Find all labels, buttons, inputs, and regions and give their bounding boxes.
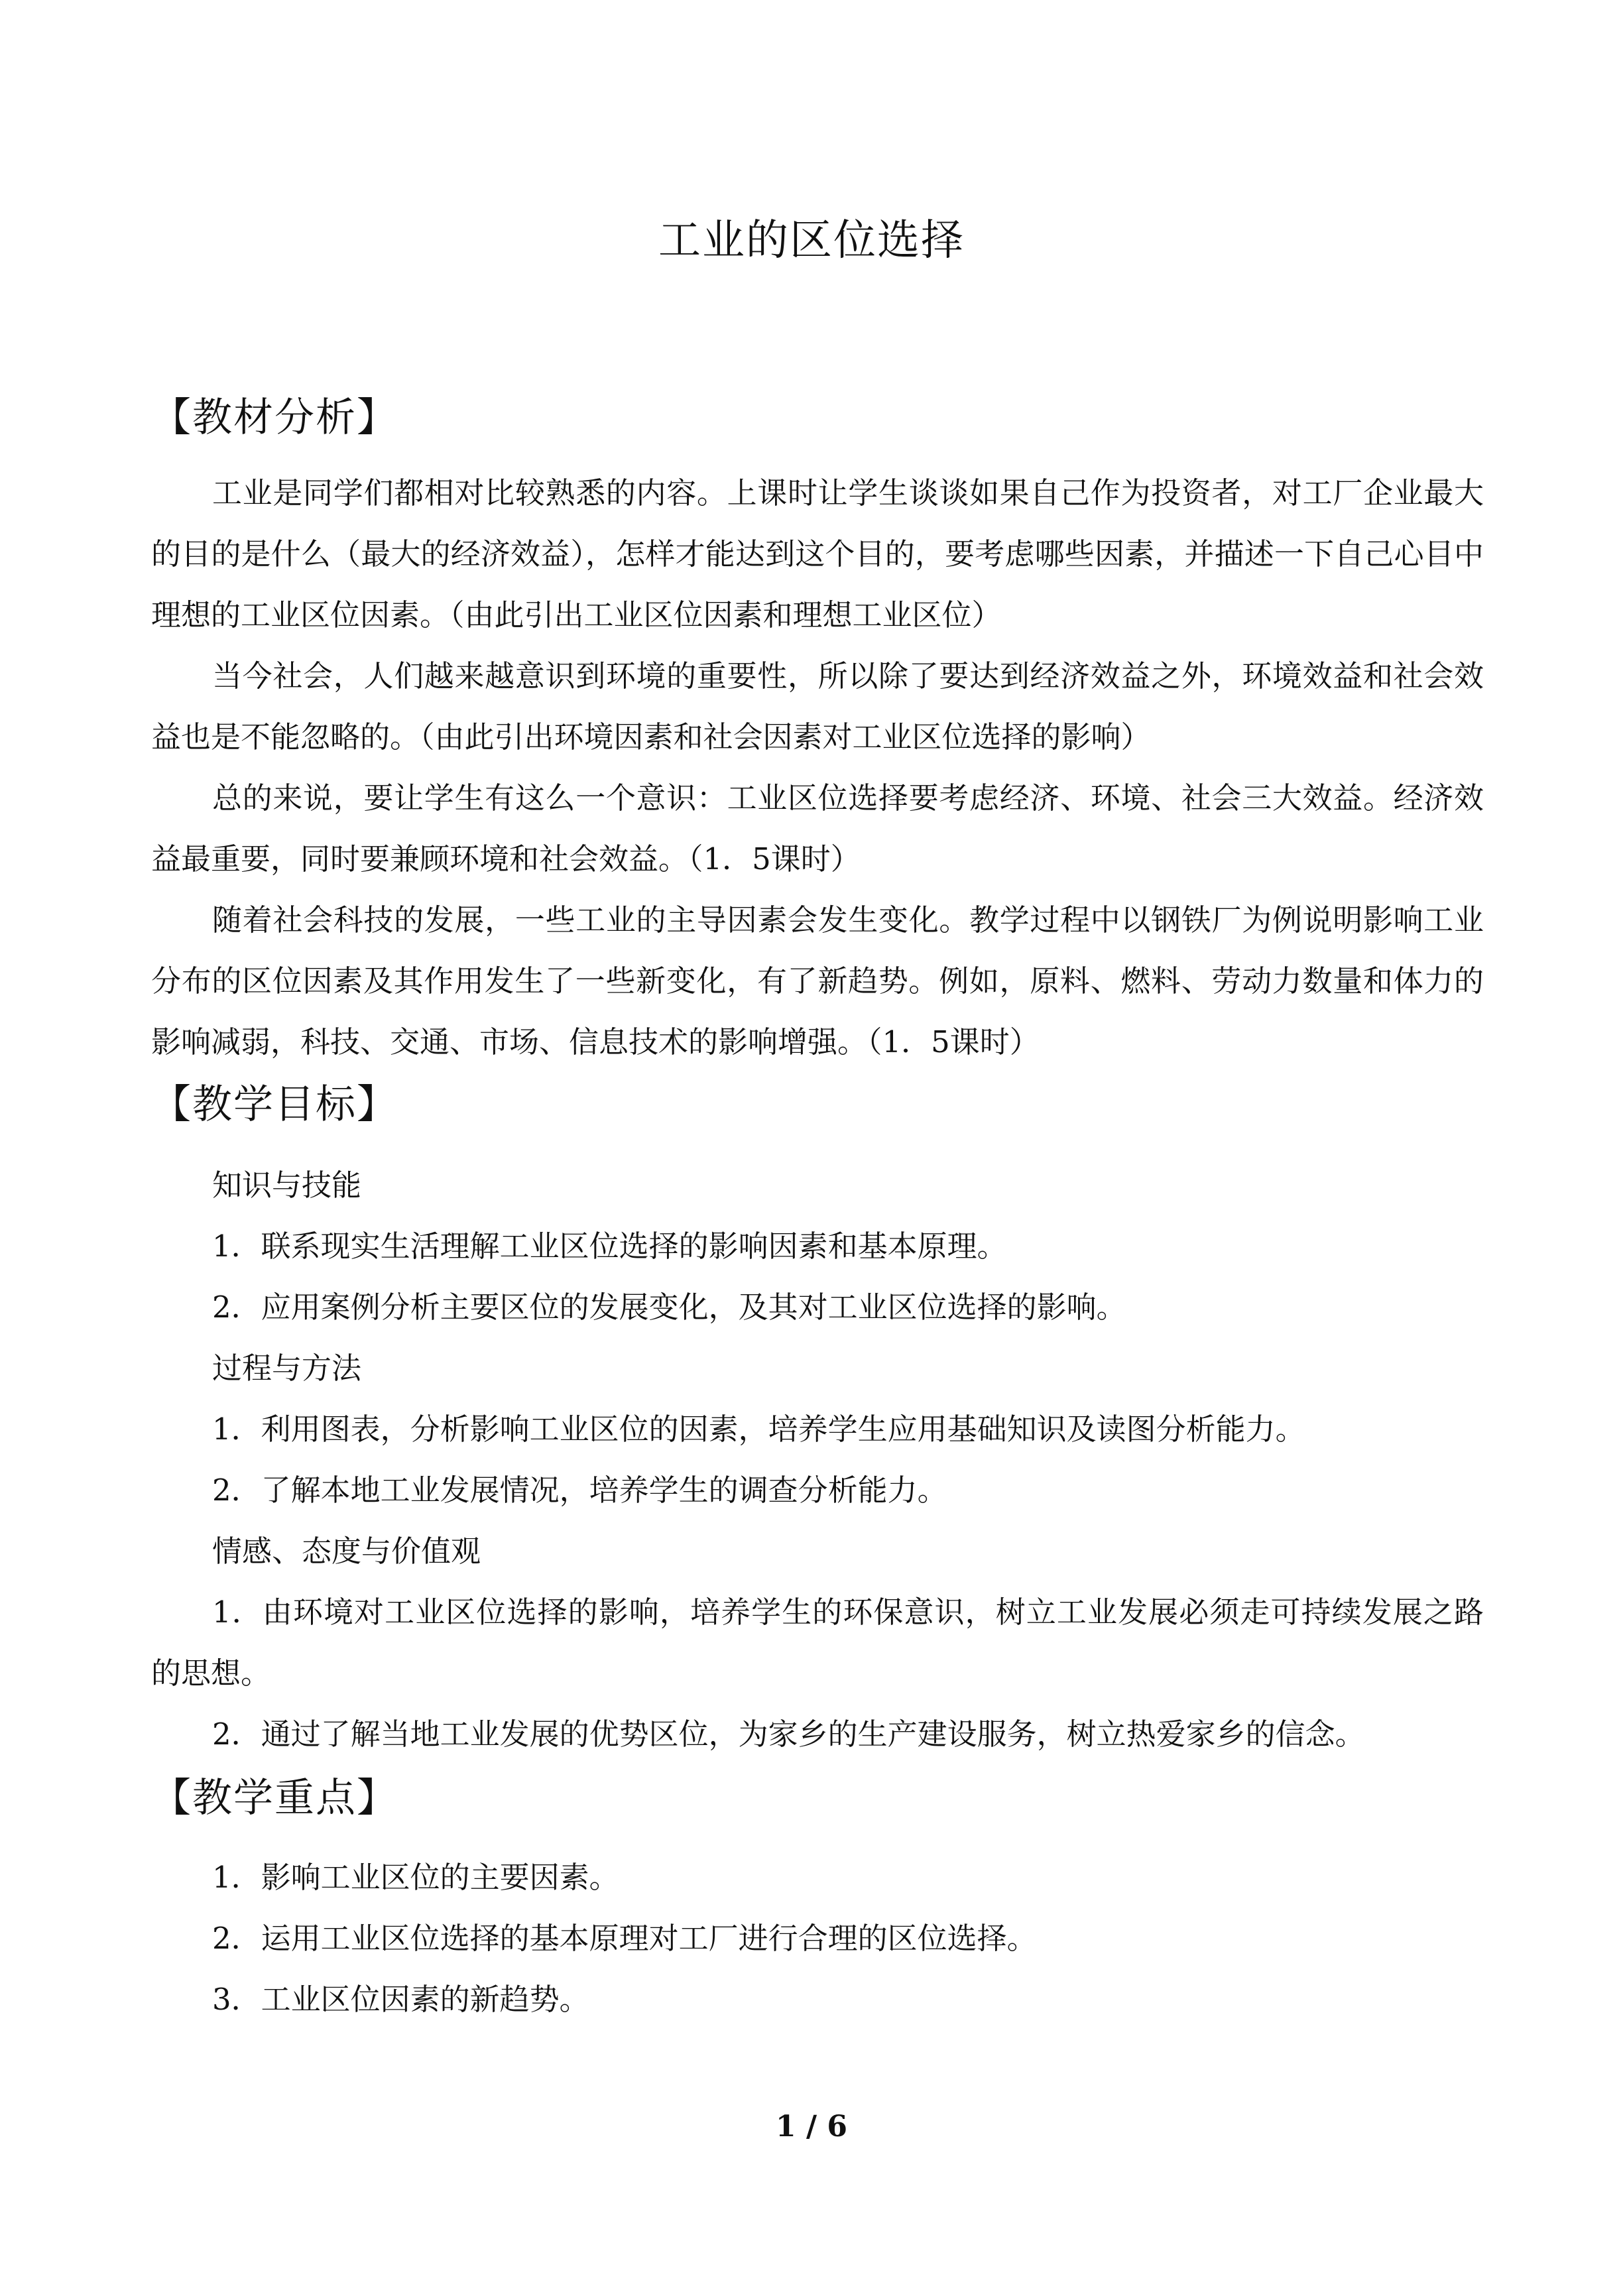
goals-item: 1．由环境对工业区位选择的影响，培养学生的环保意识，树立工业发展必须走可持续发展之路的思想。: [151, 1595, 1484, 1691]
goals-item: 1．利用图表，分析影响工业区位的因素，培养学生应用基础知识及读图分析能力。: [212, 1412, 1305, 1447]
section-heading-goals: 【教学目标】: [151, 1081, 398, 1128]
section-heading-key-points: 【教学重点】: [151, 1775, 398, 1821]
page-number: 1 / 6: [776, 2110, 847, 2144]
analysis-paragraph: 工业是同学们都相对比较熟悉的内容。上课时让学生谈谈如果自己作为投资者，对工厂企业最大的目的是什么（最大的经济效益），怎样才能达到这个目的，要考虑哪些因素，并描述一下自己心目中理想的工业区位因素。（由此引出工业区位因素和理想工业区位）: [151, 475, 1484, 633]
goals-subheading-process: 过程与方法: [212, 1351, 362, 1386]
goals-item: 2．通过了解当地工业发展的优势区位，为家乡的生产建设服务，树立热爱家乡的信念。: [212, 1717, 1365, 1752]
goals-item: 2．应用案例分析主要区位的发展变化，及其对工业区位选择的影响。: [212, 1290, 1126, 1325]
section-heading-analysis: 【教材分析】: [151, 394, 398, 441]
analysis-paragraph: 当今社会，人们越来越意识到环境的重要性，所以除了要达到经济效益之外，环境效益和社会效益也是不能忽略的。（由此引出环境因素和社会因素对工业区位选择的影响）: [151, 658, 1484, 755]
goals-subheading-knowledge: 知识与技能: [212, 1168, 362, 1203]
analysis-paragraph: 总的来说，要让学生有这么一个意识：工业区位选择要考虑经济、环境、社会三大效益。经济效益最重要，同时要兼顾环境和社会效益。（1．5课时）: [151, 780, 1484, 876]
key-point-item: 2．运用工业区位选择的基本原理对工厂进行合理的区位选择。: [212, 1921, 1037, 1956]
analysis-paragraph: 随着社会科技的发展，一些工业的主导因素会发生变化。教学过程中以钢铁厂为例说明影响工业分布的区位因素及其作用发生了一些新变化，有了新趋势。例如，原料、燃料、劳动力数量和体力的影响减弱，科技、交通、市场、信息技术的影响增强。（1．5课时）: [151, 902, 1484, 1059]
document-title: 工业的区位选择: [658, 216, 965, 265]
goals-item: 1．联系现实生活理解工业区位选择的影响因素和基本原理。: [212, 1229, 1007, 1264]
goals-item: 2．了解本地工业发展情况，培养学生的调查分析能力。: [212, 1473, 947, 1508]
goals-subheading-emotion: 情感、态度与价值观: [212, 1534, 481, 1569]
key-point-item: 1．影响工业区位的主要因素。: [212, 1860, 619, 1895]
key-point-item: 3．工业区位因素的新趋势。: [212, 1982, 589, 2017]
